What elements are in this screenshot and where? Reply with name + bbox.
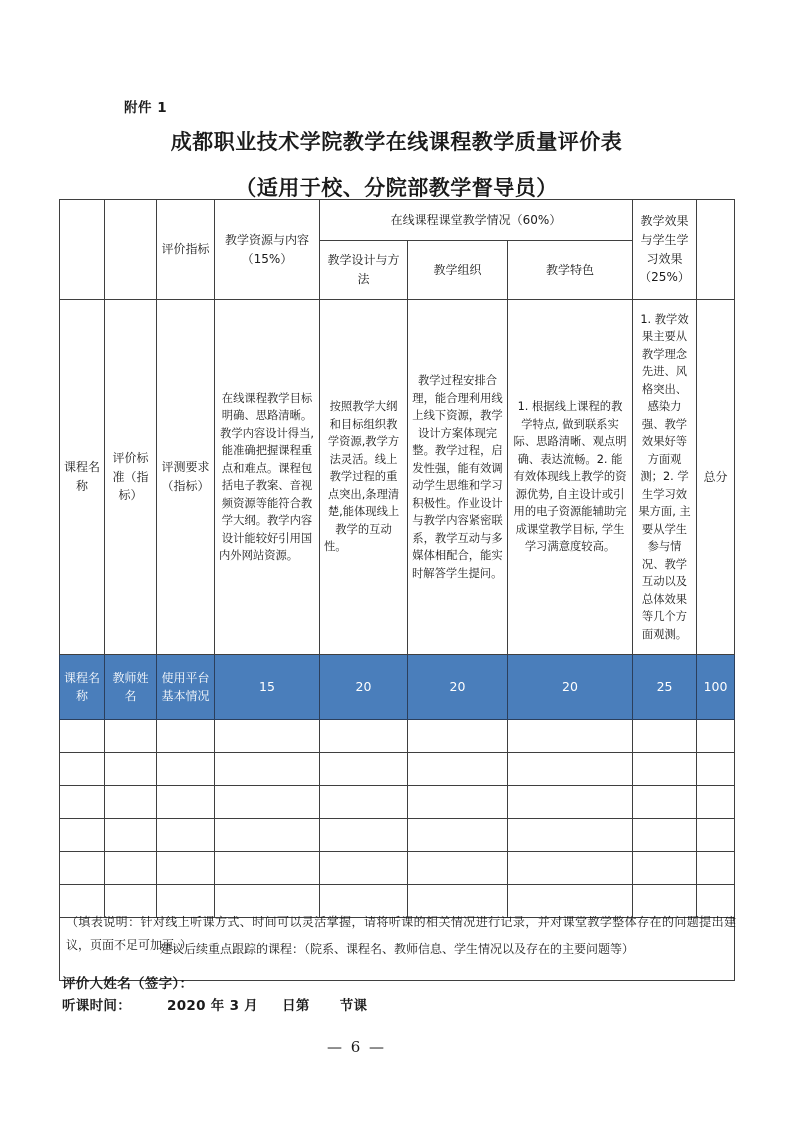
table-row[interactable]: [60, 786, 735, 819]
class-time-day-unit: 日第: [282, 997, 310, 1014]
entry-cell-effect[interactable]: [633, 819, 697, 852]
table-row[interactable]: [60, 753, 735, 786]
attachment-label: 附件 1: [124, 100, 168, 116]
header-design-method: 教学设计与方法: [320, 241, 408, 300]
followup-courses-note[interactable]: 建议后续重点跟踪的课程：（院系、课程名、教师信息、学生情况以及存在的主要问题等）: [60, 918, 735, 981]
entry-cell-platform[interactable]: [157, 753, 215, 786]
header-evaluation-index: 评价指标: [157, 200, 215, 300]
cell-assessment-requirement-label: 评测要求（指标）: [157, 300, 215, 655]
entry-cell-organization[interactable]: [408, 720, 508, 753]
header-blank-course: [60, 200, 105, 300]
table-row[interactable]: [60, 852, 735, 885]
entry-cell-course-name[interactable]: [60, 720, 105, 753]
entry-cell-platform[interactable]: [157, 852, 215, 885]
class-time-label: 听课时间：: [62, 997, 131, 1014]
entry-cell-design[interactable]: [320, 786, 408, 819]
score-cell-total[interactable]: 100: [697, 655, 735, 720]
score-cell-platform-usage[interactable]: 使用平台基本情况: [157, 655, 215, 720]
table-row[interactable]: [60, 720, 735, 753]
cell-evaluation-standard-label: 评价标准（指标）: [105, 300, 157, 655]
entry-cell-total[interactable]: [697, 819, 735, 852]
class-time-month-unit: 月: [244, 997, 259, 1014]
entry-cell-teacher-name[interactable]: [105, 819, 157, 852]
cell-course-name-label: 课程名称: [60, 300, 105, 655]
entry-cell-features[interactable]: [508, 852, 633, 885]
entry-cell-organization[interactable]: [408, 819, 508, 852]
entry-cell-course-name[interactable]: [60, 852, 105, 885]
evaluation-table-container: [59, 199, 734, 981]
page-number: — 6 —: [326, 1038, 387, 1056]
entry-cell-resource[interactable]: [215, 786, 320, 819]
entry-cell-course-name[interactable]: [60, 819, 105, 852]
class-time-line: [62, 996, 367, 1018]
header-teaching-features: 教学特色: [508, 241, 633, 300]
score-cell-teacher-name[interactable]: 教师姓名: [105, 655, 157, 720]
evaluation-table: [59, 199, 735, 981]
entry-cell-features[interactable]: [508, 753, 633, 786]
entry-cell-total[interactable]: [697, 786, 735, 819]
entry-cell-resource[interactable]: [215, 852, 320, 885]
signature-block: [62, 974, 367, 1018]
header-teaching-effect-group: 教学效果与学生学习效果（25%）: [633, 200, 697, 300]
entry-cell-platform[interactable]: [157, 720, 215, 753]
header-teaching-organization: 教学组织: [408, 241, 508, 300]
entry-cell-effect[interactable]: [633, 720, 697, 753]
page-title: 成都职业技术学院教学在线课程教学质量评价表: [170, 130, 623, 154]
entry-cell-total[interactable]: [697, 720, 735, 753]
cell-design-method-description: 按照教学大纲和目标组织教学资源,教学方法灵活。线上教学过程的重点突出,条理清楚,能体现线上教学的互动性。: [320, 300, 408, 655]
header-blank-total: [697, 200, 735, 300]
form-filling-instructions: （填表说明：针对线上听课方式、时间可以灵活掌握，请将听课的相关情况进行记录，并对课堂教学整体存在的问题提出建议，页面不足可加页。）: [66, 915, 736, 952]
entry-cell-course-name[interactable]: [60, 786, 105, 819]
header-blank-criteria: [105, 200, 157, 300]
entry-cell-design[interactable]: [320, 819, 408, 852]
page-subtitle: （适用于校、分院部教学督导员）: [235, 176, 558, 200]
entry-cell-teacher-name[interactable]: [105, 852, 157, 885]
entry-cell-course-name[interactable]: [60, 753, 105, 786]
table-row[interactable]: [60, 819, 735, 852]
cell-total-label: 总分: [697, 300, 735, 655]
entry-cell-features[interactable]: [508, 720, 633, 753]
score-cell-organization[interactable]: 20: [408, 655, 508, 720]
entry-cell-teacher-name[interactable]: [105, 786, 157, 819]
entry-cell-design[interactable]: [320, 720, 408, 753]
entry-cell-platform[interactable]: [157, 819, 215, 852]
entry-cell-features[interactable]: [508, 819, 633, 852]
header-online-class-group: 在线课程课堂教学情况（60%）: [320, 200, 633, 241]
header-teaching-resource-content: 教学资源与内容（15%）: [215, 200, 320, 300]
cell-features-description: 1. 根据线上课程的教学特点, 做到联系实际、思路清晰、观点明确、表达流畅。2. 能有效体现线上教学的资源优势, 自主设计或引用的电子资源能辅助完成课堂教学目标, 学生学习满意度较高。: [508, 300, 633, 655]
cell-resource-content-description: 在线课程教学目标明确、思路清晰。教学内容设计得当,能准确把握课程重点和难点。课程包括电子教案、音视频资源等能符合教学大纲。教学内容设计能较好引用国内外网站资源。: [215, 300, 320, 655]
cell-effect-description: 1. 教学效果主要从教学理念先进、风格突出、感染力强、教学效果好等方面观测；2. 学生学习效果方面, 主要从学生参与情况、教学互动以及总体效果等几个方面观测。: [633, 300, 697, 655]
entry-cell-resource[interactable]: [215, 753, 320, 786]
cell-organization-description: 教学过程安排合理，能合理利用线上线下资源，教学设计方案体现完整。教学过程，启发性强，能有效调动学生思维和学习积极性。作业设计与教学内容紧密联系，教学互动与多媒体相配合，能实时解答学生提问。: [408, 300, 508, 655]
class-time-year-unit: 年: [210, 997, 225, 1014]
score-cell-effect[interactable]: 25: [633, 655, 697, 720]
entry-cell-design[interactable]: [320, 852, 408, 885]
entry-cell-organization[interactable]: [408, 786, 508, 819]
class-time-year[interactable]: 2020: [167, 997, 206, 1014]
criteria-description-row: [60, 300, 735, 655]
score-cell-features[interactable]: 20: [508, 655, 633, 720]
entry-cell-platform[interactable]: [157, 786, 215, 819]
evaluator-name-line: 评价人姓名（签字）：: [62, 976, 194, 992]
score-cell-course-name[interactable]: 课程名称: [60, 655, 105, 720]
class-time-month[interactable]: 3: [229, 997, 240, 1014]
table-header-row-1: [60, 200, 735, 241]
entry-cell-teacher-name[interactable]: [105, 753, 157, 786]
entry-cell-effect[interactable]: [633, 852, 697, 885]
entry-cell-organization[interactable]: [408, 852, 508, 885]
entry-cell-features[interactable]: [508, 786, 633, 819]
entry-cell-effect[interactable]: [633, 786, 697, 819]
entry-cell-resource[interactable]: [215, 720, 320, 753]
entry-cell-effect[interactable]: [633, 753, 697, 786]
class-time-period-unit: 节课: [339, 997, 368, 1014]
entry-cell-resource[interactable]: [215, 819, 320, 852]
entry-cell-total[interactable]: [697, 753, 735, 786]
score-cell-design-method[interactable]: 20: [320, 655, 408, 720]
score-cell-resource[interactable]: 15: [215, 655, 320, 720]
score-weight-row: [60, 655, 735, 720]
entry-cell-teacher-name[interactable]: [105, 720, 157, 753]
entry-cell-design[interactable]: [320, 753, 408, 786]
entry-cell-organization[interactable]: [408, 753, 508, 786]
entry-cell-total[interactable]: [697, 852, 735, 885]
